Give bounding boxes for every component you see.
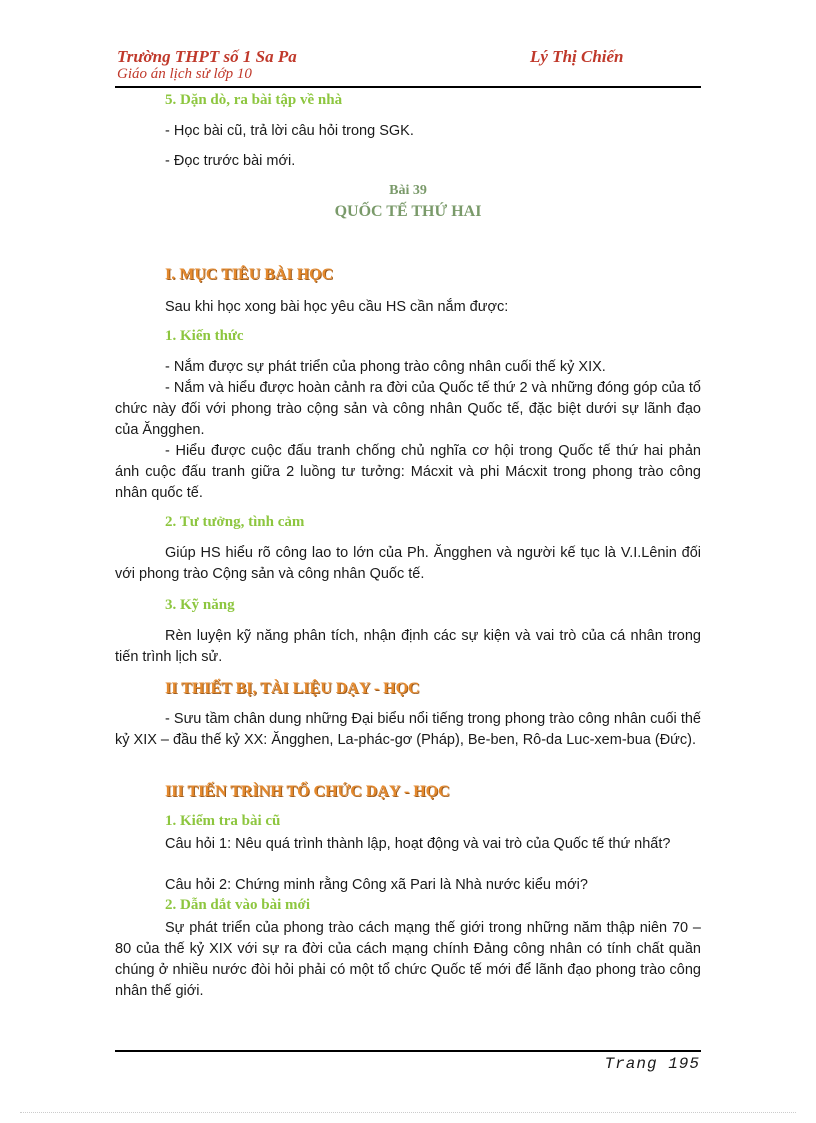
header-rule — [115, 86, 701, 88]
review-question: Câu hỏi 2: Chứng minh rằng Công xã Pari là Nhà nước kiểu mới? — [165, 877, 588, 893]
intro-heading: 2. Dẫn dắt vào bài mới — [165, 897, 310, 913]
homework-item: - Đọc trước bài mới. — [165, 153, 296, 169]
page-number: Trang 195 — [604, 1055, 700, 1073]
knowledge-heading: 1. Kiến thức — [165, 328, 244, 344]
attitude-text: Giúp HS hiểu rõ công lao to lớn của Ph. Ăngghen và người kế tục là V.I.Lênin đối với phong trào Cộng sản và công nhân Quốc tế. — [115, 545, 701, 582]
section2-heading: II THIẾT BỊ, TÀI LIỆU DẠY - HỌC — [165, 680, 420, 697]
homework-item: - Học bài cũ, trả lời câu hỏi trong SGK. — [165, 123, 414, 139]
section1-heading: I. MỤC TIÊU BÀI HỌC — [165, 266, 334, 283]
knowledge-item: - Nắm được sự phát triển của phong trào công nhân cuối thế kỷ XIX. — [165, 359, 606, 375]
lesson-title: QUỐC TẾ THỨ HAI — [334, 203, 482, 220]
knowledge-item: - Hiểu được cuộc đấu tranh chống chủ nghĩa cơ hội trong Quốc tế thứ hai phản ánh cuộc đấu tranh giữa 2 luồng tư tưởng: Mácxit và phi Mácxit trong phong trào công nhân quốc tế. — [115, 443, 701, 501]
header-author: Lý Thị Chiến — [530, 47, 624, 66]
header-school: Trường THPT số 1 Sa Pa — [117, 47, 297, 66]
skills-text: Rèn luyện kỹ năng phân tích, nhận định các sự kiện và vai trò của cá nhân trong tiến trình lịch sử. — [115, 628, 701, 665]
skills-heading: 3. Kỹ năng — [165, 597, 235, 613]
footer-rule — [115, 1050, 701, 1052]
homework-heading: 5. Dặn dò, ra bài tập về nhà — [165, 92, 343, 108]
attitude-heading: 2. Tư tưởng, tình cảm — [165, 514, 305, 530]
knowledge-item: - Nắm và hiểu được hoàn cảnh ra đời của Quốc tế thứ 2 và những đóng góp của tổ chức này đối với phong trào cộng sản và công nhân Quốc tế, đặc biệt dưới sự lãnh đạo của Ăngghen. — [115, 380, 701, 438]
page-edge-divider — [20, 1112, 796, 1113]
section3-heading: III TIẾN TRÌNH TỔ CHỨC DẠY - HỌC — [165, 783, 450, 800]
intro-text: Sự phát triển của phong trào cách mạng thế giới trong những năm thập niên 70 – 80 của thế kỷ XIX với sự ra đời của cách mạng chính Đảng công nhân có tính chất quần chúng ở nhiều nước đòi hỏi phải có một tổ chức Quốc tế mới để lãnh đạo phong trào công nhân thế giới. — [115, 920, 701, 999]
header-subtitle: Giáo án lịch sử lớp 10 — [117, 66, 252, 82]
lesson-number: Bài 39 — [389, 183, 427, 198]
review-heading: 1. Kiểm tra bài cũ — [165, 813, 281, 829]
review-question: Câu hỏi 1: Nêu quá trình thành lập, hoạt động và vai trò của Quốc tế thứ nhất? — [165, 836, 671, 852]
section1-intro: Sau khi học xong bài học yêu cầu HS cần nắm được: — [165, 299, 509, 315]
section2-text: - Sưu tầm chân dung những Đại biểu nổi tiếng trong phong trào công nhân cuối thế kỷ XIX – đầu thế kỷ XX: Ăngghen, La-phác-gơ (Pháp), Be-ben, Rô-da Luc-xem-bua (Đức). — [115, 711, 701, 748]
